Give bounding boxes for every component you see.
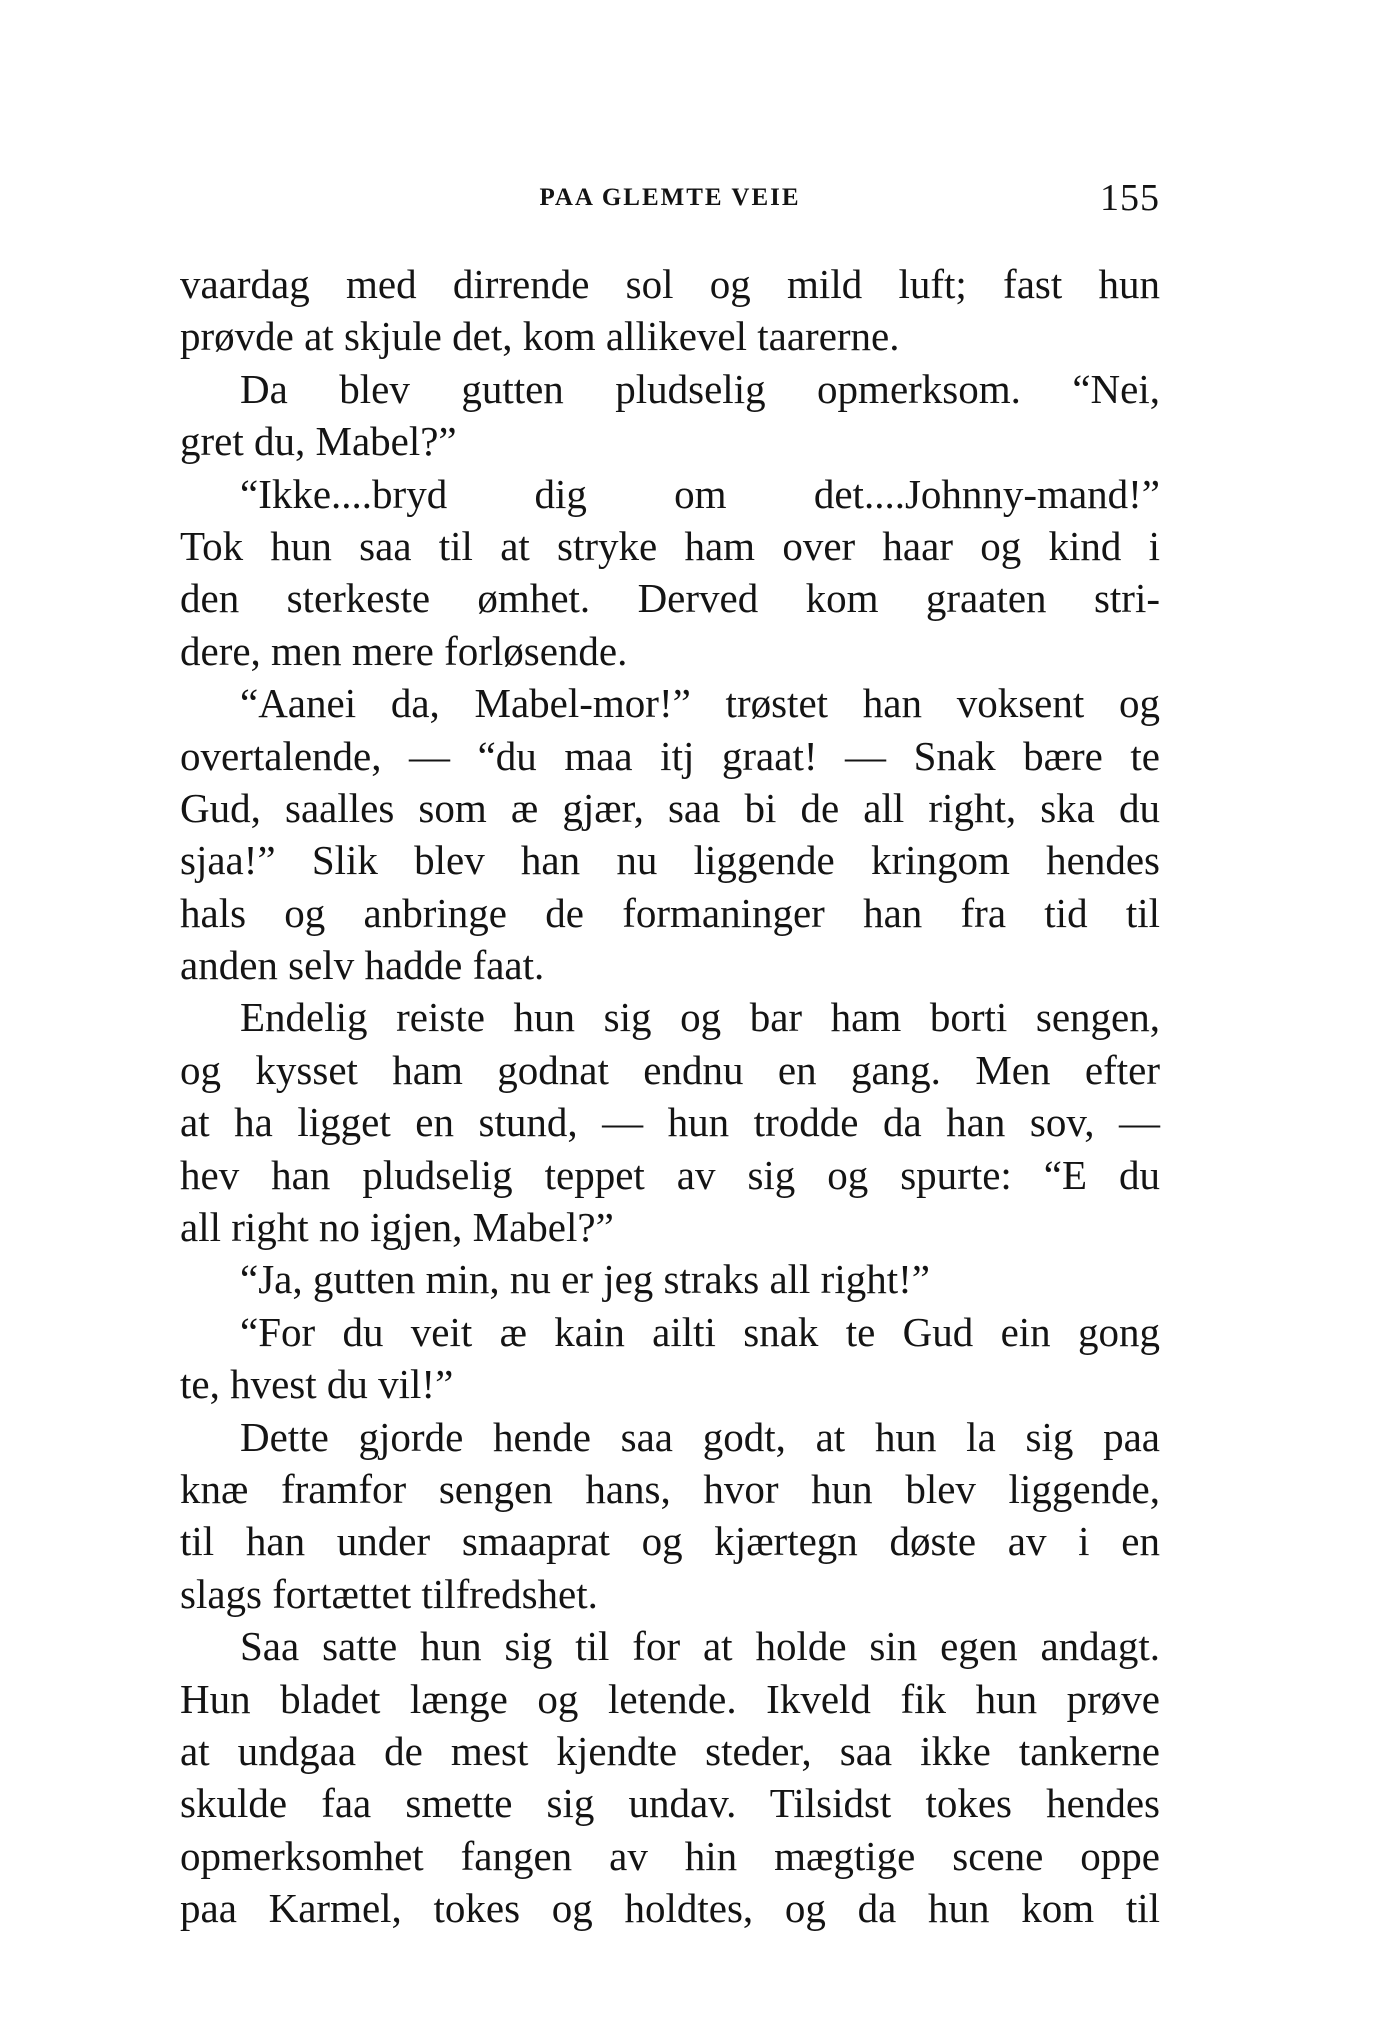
text-line: Hun bladet længe og letende. Ikveld fik hun prøve	[180, 1675, 1160, 1722]
text-line: gret du, Mabel?”	[180, 418, 457, 465]
text-line: at undgaa de mest kjendte steder, saa ikke tankerne	[180, 1727, 1160, 1774]
text-line: paa Karmel, tokes og holdtes, og da hun kom til	[180, 1885, 1160, 1932]
text-line: sjaa!” Slik blev han nu liggende kringom hendes	[180, 837, 1160, 884]
text-line: hev han pludselig teppet av sig og spurte: “E du	[180, 1151, 1160, 1198]
body-text	[180, 258, 1160, 1935]
text-line: “Ja, gutten min, nu er jeg straks all right!”	[240, 1256, 930, 1303]
text-line: vaardag med dirrende sol og mild luft; fast hun	[180, 261, 1160, 307]
text-line: Saa satte hun sig til for at holde sin egen andagt.	[240, 1623, 1160, 1670]
text-line: knæ framfor sengen hans, hvor hun blev liggende,	[180, 1465, 1160, 1512]
text-line: slags fortættet tilfredshet.	[180, 1570, 598, 1617]
text-line: “Ikke....bryd dig om det....Johnny-mand!”	[240, 470, 1160, 517]
text-line: overtalende, — “du maa itj graat! — Snak bære te	[180, 732, 1160, 779]
text-line: at ha ligget en stund, — hun trodde da han sov, —	[180, 1099, 1160, 1146]
text-line: skulde faa smette sig undav. Tilsidst tokes hendes	[180, 1780, 1160, 1827]
text-line: Tok hun saa til at stryke ham over haar og kind i	[180, 522, 1160, 569]
text-line: “For du veit æ kain ailti snak te Gud ein gong	[240, 1308, 1160, 1355]
running-head	[180, 178, 1160, 228]
text-line: den sterkeste ømhet. Derved kom graaten stri-	[180, 575, 1160, 622]
text-line: prøvde at skjule det, kom allikevel taarerne.	[180, 313, 900, 360]
text-line: Dette gjorde hende saa godt, at hun la sig paa	[240, 1413, 1160, 1460]
text-line: hals og anbringe de formaninger han fra tid til	[180, 889, 1160, 936]
text-line: og kysset ham godnat endnu en gang. Men efter	[180, 1046, 1160, 1093]
running-title: PAA GLEMTE VEIE	[539, 184, 801, 211]
text-line: “Aanei da, Mabel-mor!” trøstet han voksent og	[240, 680, 1160, 727]
text-line: te, hvest du vil!”	[180, 1361, 454, 1408]
text-line: all right no igjen, Mabel?”	[180, 1204, 614, 1251]
page-number: 155	[1100, 177, 1160, 219]
text-line: Da blev gutten pludselig opmerksom. “Nei,	[240, 365, 1160, 412]
text-line: Endelig reiste hun sig og bar ham borti sengen,	[240, 994, 1160, 1041]
text-line: dere, men mere forløsende.	[180, 627, 628, 674]
text-line: Gud, saalles som æ gjær, saa bi de all right, ska du	[180, 784, 1160, 831]
text-line: til han under smaaprat og kjærtegn døste av i en	[180, 1518, 1160, 1565]
text-line: opmerksomhet fangen av hin mægtige scene oppe	[180, 1832, 1160, 1879]
text-line: anden selv hadde faat.	[180, 942, 545, 989]
